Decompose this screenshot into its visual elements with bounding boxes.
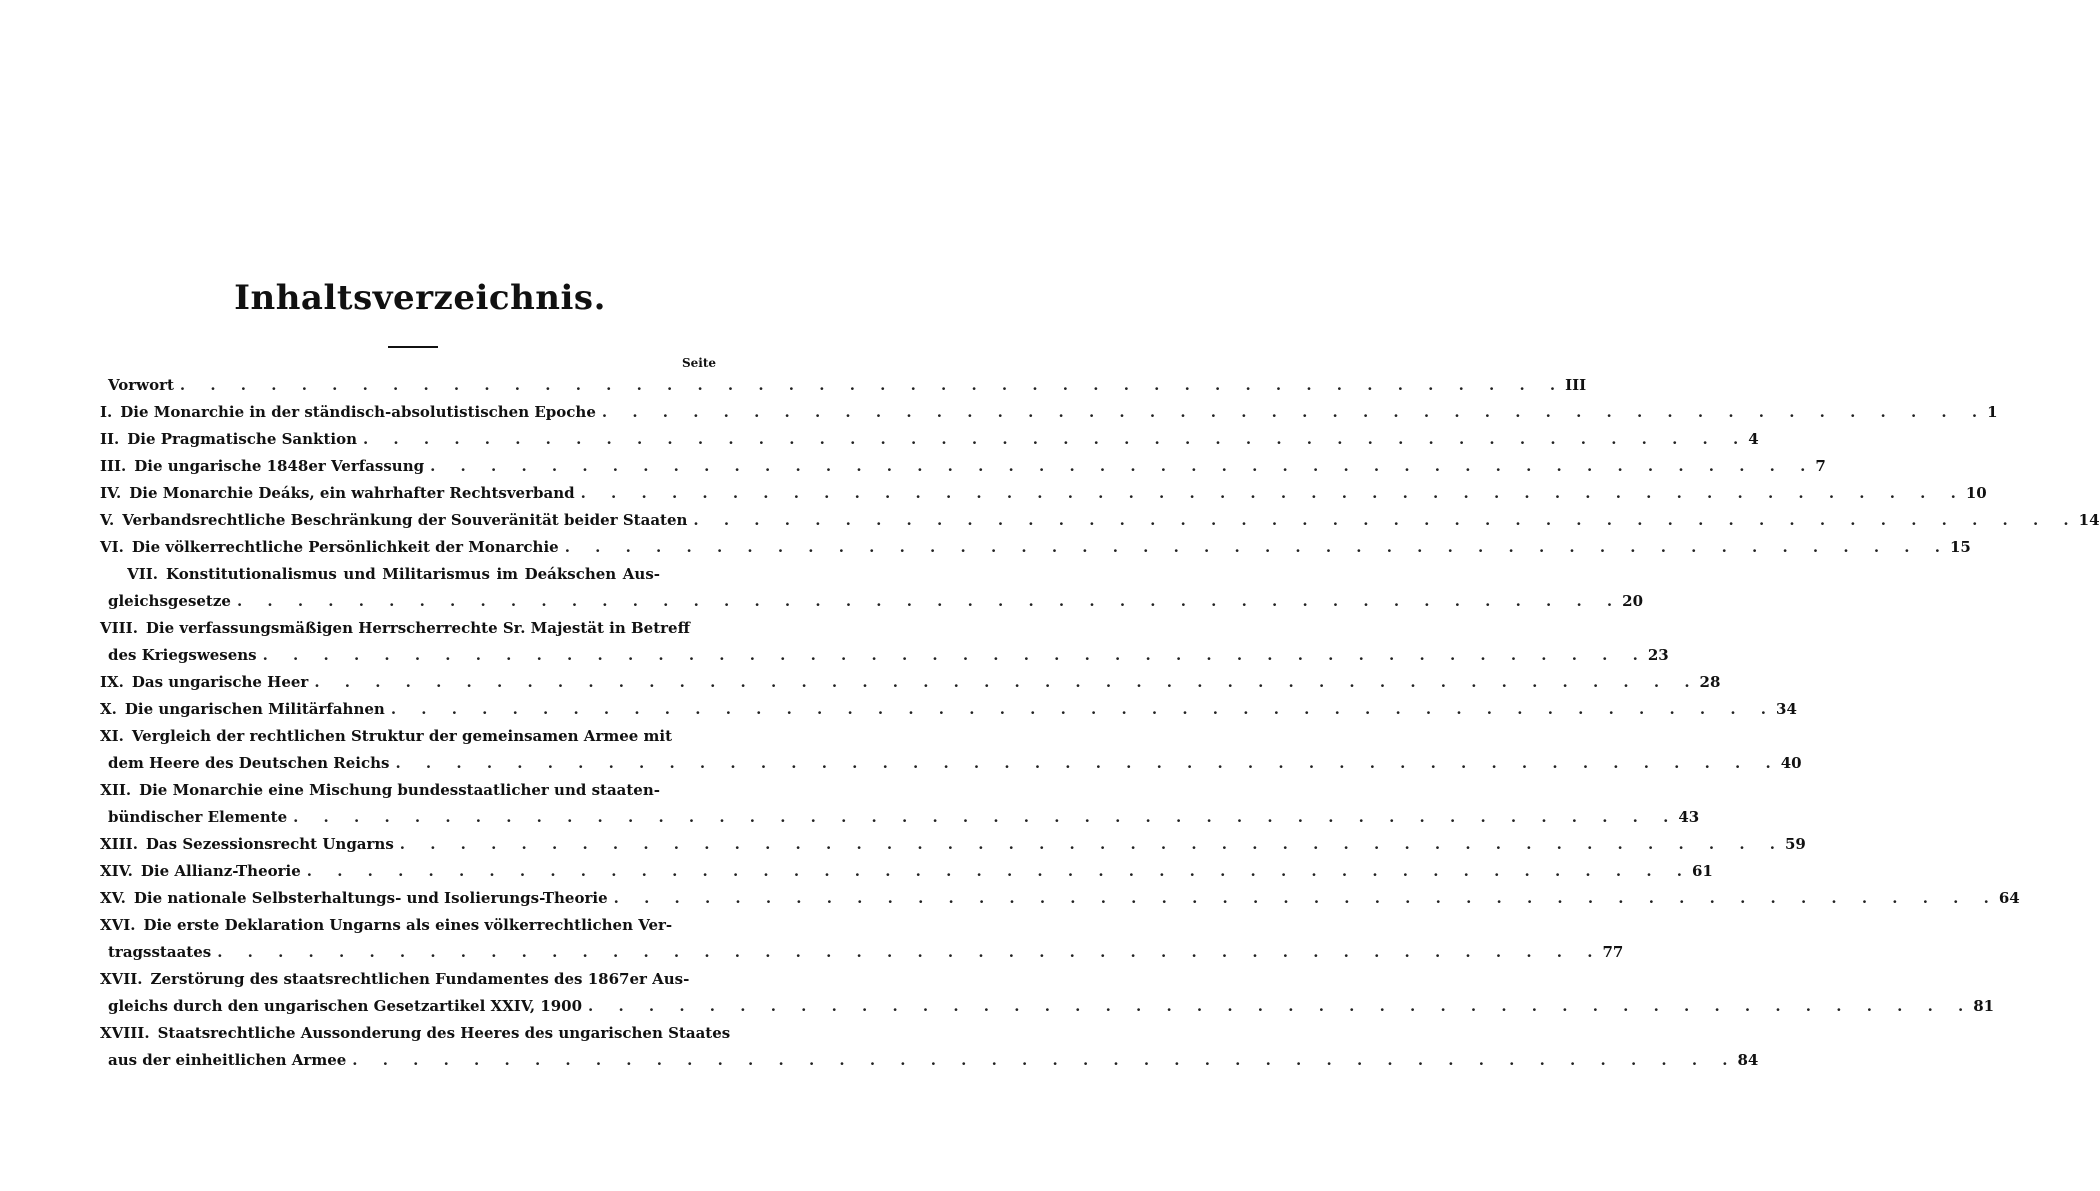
- toc-line: [100, 534, 1971, 561]
- chapter-number: VI.: [100, 538, 124, 556]
- page-column-label: Seite: [681, 356, 716, 370]
- page-number: 43: [1678, 808, 1700, 826]
- chapter-title-line: Das Sezessionsrecht Ungarns: [145, 835, 394, 853]
- chapter-title-line: Vorwort: [108, 376, 174, 394]
- chapter-number: IX.: [100, 673, 124, 691]
- toc-entry: [100, 723, 1802, 777]
- page-number: 4: [1748, 430, 1759, 448]
- chapter-title-wrap: [108, 804, 1678, 831]
- page-number: 1: [1987, 403, 1998, 421]
- chapter-title-line: Die ungarische 1848er Verfassung: [134, 457, 425, 475]
- chapter-title-line: tragsstaates: [108, 943, 212, 961]
- toc-entry: [100, 696, 1797, 723]
- chapter-title-line: Vergleich der rechtlichen Struktur der gemeinsamen Armee mit: [131, 727, 673, 745]
- toc-line: [100, 453, 1826, 480]
- chapter-title-wrap: [132, 669, 1700, 696]
- toc-line: [100, 885, 2020, 912]
- chapter-title-line: Verbandsrechtliche Beschränkung der Souveränität beider Staaten: [122, 511, 688, 529]
- page-number: 23: [1647, 646, 1669, 664]
- chapter-title-line: Die ungarischen Militärfahnen: [124, 700, 385, 718]
- toc-entry: [100, 669, 1721, 696]
- dot-leader: [391, 696, 1776, 723]
- toc-line: [100, 1020, 731, 1047]
- dot-leader: [400, 831, 1785, 858]
- chapter-title-wrap: [120, 399, 1987, 426]
- chapter-title-line: dem Heere des Deutschen Reichs: [108, 754, 390, 772]
- chapter-number: XVII.: [100, 970, 143, 988]
- page-number: 34: [1776, 700, 1797, 718]
- chapter-number: IV.: [100, 484, 122, 502]
- chapter-number: XIV.: [100, 862, 133, 880]
- page-number: 14: [2078, 511, 2100, 529]
- chapter-title-line: Die Monarchie Deáks, ein wahrhafter Rechtsverband: [129, 484, 575, 502]
- toc-line: [100, 426, 1759, 453]
- title-divider: [388, 346, 438, 348]
- page-number: 20: [1622, 592, 1644, 610]
- chapter-number: II.: [100, 430, 120, 448]
- chapter-title-wrap: [125, 696, 1776, 723]
- chapter-title-line: Das ungarische Heer: [131, 673, 309, 691]
- chapter-number: X.: [100, 700, 117, 718]
- dot-leader: [581, 480, 1966, 507]
- dot-leader: [430, 453, 1815, 480]
- toc-entry: [100, 1020, 1759, 1074]
- chapter-title-line: Die Pragmatische Sanktion: [127, 430, 357, 448]
- chapter-title-line: Konstitutionalismus und Militarismus im Deákschen Aus-: [166, 565, 660, 583]
- toc-entry: [100, 831, 1806, 858]
- page-number: 61: [1691, 862, 1713, 880]
- page-title: Inhaltsverzeichnis.: [234, 278, 606, 318]
- chapter-title-line: des Kriegswesens: [108, 646, 257, 664]
- chapter-number: XI.: [100, 727, 124, 745]
- toc-line: [100, 912, 716, 939]
- toc-entry: [100, 453, 1826, 480]
- page-number: 84: [1737, 1051, 1759, 1069]
- dot-leader: [217, 939, 1602, 966]
- toc-line: [100, 399, 1998, 426]
- chapter-number: XIII.: [100, 835, 138, 853]
- table-of-contents: [100, 372, 2100, 1074]
- dot-leader: [180, 372, 1565, 399]
- toc-entry: [100, 561, 1644, 615]
- chapter-title-line: Die Monarchie in der ständisch-absolutistischen Epoche: [120, 403, 596, 421]
- toc-line: [100, 750, 1802, 777]
- dot-leader: [293, 804, 1678, 831]
- toc-line: [100, 858, 1713, 885]
- chapter-title-line: Die Allianz-Theorie: [140, 862, 301, 880]
- toc-line: [100, 372, 1587, 399]
- chapter-number: XV.: [100, 889, 126, 907]
- dot-leader: [263, 642, 1648, 669]
- page-number: 7: [1815, 457, 1826, 475]
- chapter-title-wrap: [108, 588, 1622, 615]
- toc-line: [100, 507, 2100, 534]
- page-number: 28: [1699, 673, 1721, 691]
- chapter-title-line: Die nationale Selbsterhaltungs- und Isolierungs-Theorie: [133, 889, 608, 907]
- page-number: 10: [1965, 484, 1987, 502]
- chapter-title-line: gleichs durch den ungarischen Gesetzartikel XXIV, 1900: [108, 997, 583, 1015]
- chapter-title-line: Die völkerrechtliche Persönlichkeit der Monarchie: [131, 538, 559, 556]
- chapter-number: III.: [100, 457, 127, 475]
- chapter-title-wrap: [146, 831, 1785, 858]
- toc-line: [100, 804, 1700, 831]
- toc-entry: [100, 912, 1624, 966]
- chapter-number: XVI.: [100, 916, 136, 934]
- chapter-title-line: gleichsgesetze: [108, 592, 231, 610]
- chapter-number: XVIII.: [100, 1024, 150, 1042]
- dot-leader: [395, 750, 1780, 777]
- chapter-title-line: Staatsrechtliche Aussonderung des Heeres des ungarischen Staates: [157, 1024, 731, 1042]
- dot-leader: [363, 426, 1748, 453]
- toc-entry: [100, 534, 1971, 561]
- toc-entry: [100, 426, 1759, 453]
- chapter-number: I.: [100, 403, 113, 421]
- chapter-title-line: aus der einheitlichen Armee: [108, 1051, 347, 1069]
- page-number: 64: [1998, 889, 2020, 907]
- dot-leader: [237, 588, 1622, 615]
- dot-leader: [565, 534, 1950, 561]
- toc-line: [100, 939, 1624, 966]
- toc-line: [100, 1047, 1759, 1074]
- toc-line: [100, 723, 716, 750]
- dot-leader: [314, 669, 1699, 696]
- toc-line: [100, 696, 1797, 723]
- chapter-title-wrap: [141, 858, 1692, 885]
- toc-entry: [100, 399, 1998, 426]
- toc-entry: [100, 966, 1995, 1020]
- chapter-title-wrap: [132, 534, 1950, 561]
- toc-line: [100, 642, 1669, 669]
- toc-line: [100, 669, 1721, 696]
- chapter-title-wrap: [134, 453, 1815, 480]
- toc-entry: [100, 615, 1669, 669]
- chapter-title-wrap: [122, 507, 2078, 534]
- chapter-number: VII.: [127, 565, 158, 583]
- dot-leader: [693, 507, 2078, 534]
- chapter-title-line: Die erste Deklaration Ungarns als eines völkerrechtlichen Ver-: [143, 916, 673, 934]
- chapter-title-wrap: [108, 939, 1602, 966]
- dot-leader: [588, 993, 1973, 1020]
- toc-line: [100, 480, 1987, 507]
- toc-entry: [100, 480, 1987, 507]
- chapter-title-line: bündischer Elemente: [108, 808, 288, 826]
- chapter-title-line: Zerstörung des staatsrechtlichen Fundamentes des 1867er Aus-: [150, 970, 690, 988]
- chapter-title-wrap: [134, 885, 1999, 912]
- chapter-title-wrap: [129, 480, 1966, 507]
- chapter-title-wrap: [108, 750, 1781, 777]
- toc-entry: [100, 858, 1713, 885]
- toc-line: [100, 615, 716, 642]
- chapter-number: VIII.: [100, 619, 138, 637]
- chapter-title-wrap: [108, 993, 1973, 1020]
- toc-line: [100, 588, 1644, 615]
- page-number: 15: [1949, 538, 1971, 556]
- dot-leader: [352, 1047, 1737, 1074]
- chapter-title-wrap: [127, 426, 1748, 453]
- toc-entry: [100, 372, 1587, 399]
- chapter-number: XII.: [100, 781, 132, 799]
- toc-line: [100, 966, 716, 993]
- toc-entry: [100, 885, 2020, 912]
- toc-line: [100, 777, 716, 804]
- toc-line: [100, 561, 716, 588]
- toc-line: [100, 993, 1995, 1020]
- page-number: 81: [1973, 997, 1995, 1015]
- chapter-title-line: Die verfassungsmäßigen Herrscherrechte Sr. Majestät in Betreff: [145, 619, 690, 637]
- chapter-title-wrap: [108, 372, 1565, 399]
- dot-leader: [307, 858, 1692, 885]
- page-number: 59: [1785, 835, 1806, 853]
- toc-entry: [100, 507, 2100, 534]
- page-number: 77: [1602, 943, 1624, 961]
- toc-entry: [100, 777, 1700, 831]
- chapter-number: V.: [100, 511, 115, 529]
- dot-leader: [602, 399, 1987, 426]
- toc-line: [100, 831, 1806, 858]
- chapter-title-wrap: [108, 642, 1648, 669]
- chapter-title-line: Die Monarchie eine Mischung bundesstaatlicher und staaten-: [139, 781, 660, 799]
- chapter-title-wrap: [108, 1047, 1738, 1074]
- page-number: III: [1565, 376, 1587, 394]
- dot-leader: [614, 885, 1999, 912]
- page-number: 40: [1780, 754, 1802, 772]
